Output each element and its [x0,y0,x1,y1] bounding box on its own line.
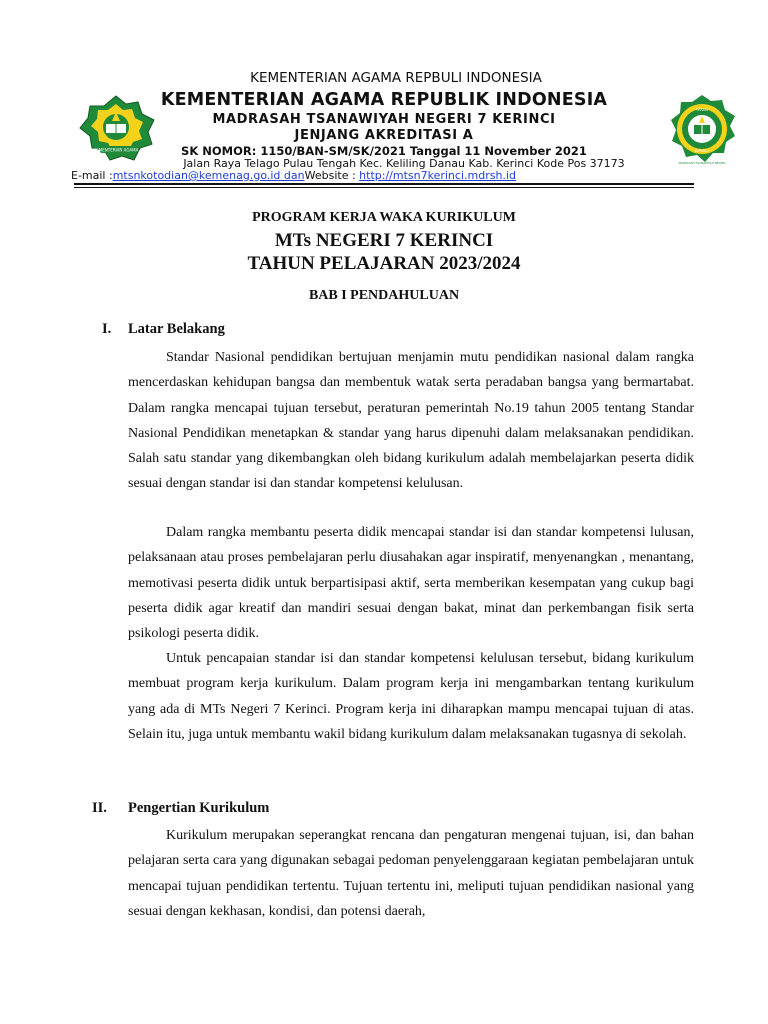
website-label: Website : [304,169,360,182]
section-1-heading: Latar Belakang [128,321,225,337]
chapter-heading: BAB I PENDAHULUAN [308,288,460,303]
contact-line [71,169,516,182]
school-title: MTs NEGERI 7 KERINCI [274,230,494,251]
section-1-paragraph-2: Dalam rangka membantu peserta didik mencapai standar isi dan standar kompetensi lulusan, pelaksanaan atau proses pembelajaran perlu diusahakan agar inspiratif, menyenangkan , menantang, memotivasi peserta didik untuk berpartisipasi aktif, serta memberikan kesempatan yang cukup bagi peserta didik agar kreatif dan mandiri sesuai dengan bakat, minat dan perkembangan fisik serta psikologi peserta didik. [128,525,694,642]
address: Jalan Raya Telago Pulau Tengah Kec. Keliling Danau Kab. Kerinci Kode Pos 37173 [183,157,625,170]
logo-right-top: TERASI [696,108,708,112]
ministry-title: KEMENTERIAN AGAMA REPUBLIK INDONESIA [160,90,608,110]
letterhead-divider-thick [74,183,694,185]
logo-right-text: MADRASAH TSANAWIYAH NEGERI [678,161,726,165]
sk-number: SK NOMOR: 1150/BAN-SM/SK/2021 Tanggal 11 November 2021 [181,144,587,158]
section-2-paragraph-1: Kurikulum merupakan seperangkat rencana dan pengaturan mengenai tujuan, isi, dan bahan pelajaran serta cara yang digunakan sebagai pedoman penyelenggaraan kegiatan pembelajaran untuk mencapai tujuan pendidikan tertentu. Tujuan tertentu ini, meliputi tujuan pendidikan nasional yang sesuai dengan kekhasan, kondisi, dan potensi daerah, [128,828,694,919]
section-1-number: I. [102,321,112,337]
accreditation: JENJANG AKREDITASI A [294,128,474,143]
website-link[interactable]: http://mtsn7kerinci.mdrsh.id [359,169,516,182]
academic-year: TAHUN PELAJARAN 2023/2024 [247,253,521,274]
section-1-paragraph-1: Standar Nasional pendidikan bertujuan menjamin mutu pendidikan nasional dalam rangka mencerdaskan kehidupan bangsa dan membentuk watak serta peradaban bangsa yang bermartabat. Dalam rangka mencapai tujuan tersebut, peraturan pemerintah No.19 tahun 2005 tentang Standar Nasional Pendidikan menetapkan & standar yang harus dipenuhi dalam melaksanakan pendidikan. Salah satu standar yang dikembangkan oleh bidang kurikulum adalah membelajarkan peserta didik sesuai dengan standar isi dan standar kompetensi kelulusan. [128,350,694,492]
email-label: E-mail : [71,169,113,182]
logo-right-bottom: KERINCI [695,149,709,153]
section-2-heading: Pengertian Kurikulum [128,800,270,816]
school-name: MADRASAH TSANAWIYAH NEGERI 7 KERINCI [212,112,556,127]
section-2-number: II. [92,800,107,816]
ministry-line-typo: KEMENTERIAN AGAMA REPBULI INDONESIA [250,70,542,86]
section-1-paragraph-3: Untuk pencapaian standar isi dan standar kompetensi kelulusan tersebut, bidang kurikulum membuat program kerja kurikulum. Dalam program kerja ini mengambarkan tentang kurikulum yang ada di MTs Negeri 7 Kerinci. Program kerja ini diharapkan mampu mencapai tujuan di atas. Selain itu, juga untuk membantu wakil bidang kurikulum dalam melaksanakan tugasnya di sekolah. [128,651,694,742]
letterhead-divider-thin [74,187,694,188]
email-link[interactable]: mtsnkotodian@kemenag.go.id dan [112,169,305,182]
document-title: PROGRAM KERJA WAKA KURIKULUM [252,210,516,225]
logo-left-text: KEMENTERIAN AGAMA [93,147,139,153]
